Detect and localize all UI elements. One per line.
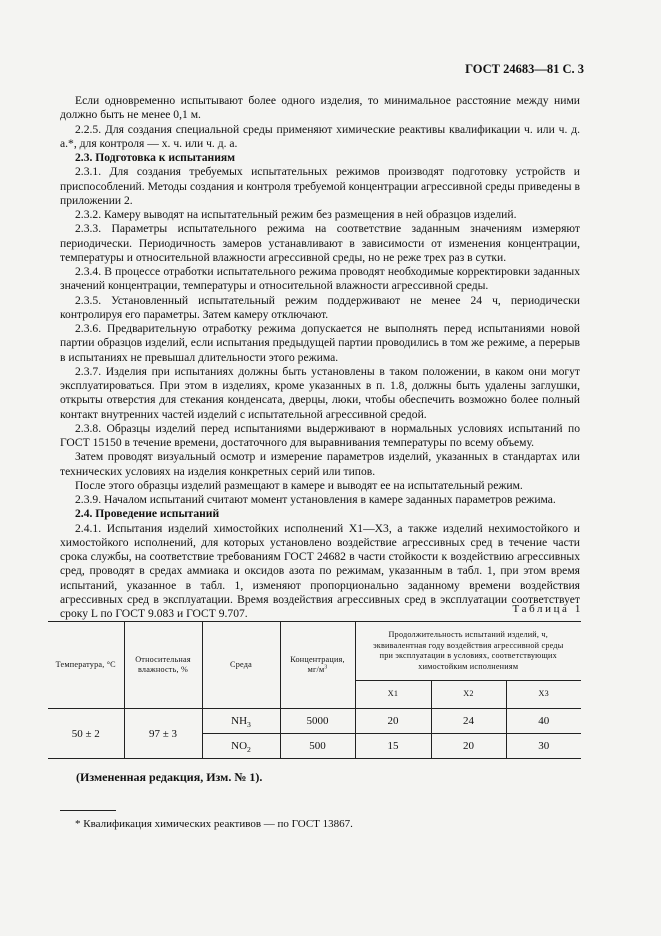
paragraph: 2.3.4. В процессе отработки испытательного режима проводят необходимые корректировки заданных значений концентрации, температуры и относительной влажности агрессивной среды.: [60, 265, 580, 293]
header-x3: Х3: [506, 681, 581, 709]
cell-temperature: 50 ± 2: [48, 709, 124, 759]
section-heading: 2.4. Проведение испытаний: [75, 507, 220, 521]
body-text: [60, 94, 580, 621]
section-heading: 2.3. Подготовка к испытаниям: [75, 151, 236, 164]
header-concentration: Концентрация, $мг/м^3$: [280, 622, 355, 709]
cell-x1: 15: [355, 734, 431, 759]
test-modes-table: [48, 621, 581, 759]
footnote: * Квалификация химических реактивов — по ГОСТ 13867.: [75, 818, 353, 830]
paragraph: Если одновременно испытывают более одного изделия, то минимальное расстояние между ними должно быть не менее 0,1 м.: [60, 94, 580, 122]
paragraph: 2.3.1. Для создания требуемых испытательных режимов производят подготовку устройств и приспособлений. Методы создания и контроля требуемой концентрации агрессивной среды приведены в приложении 2.: [60, 165, 580, 207]
paragraph: 2.2.5. Для создания специальной среды применяют химические реактивы квалификации ч. или ч. д. а.*, для контроля — х. ч. или ч. д. а.: [60, 122, 580, 150]
header-duration: Продолжительность испытаний изделий, ч, эквивалентная году воздействия агрессивной среды при эксплуатации в условиях, соответствующих химостойким исполнениям: [355, 622, 581, 681]
table-row: [48, 709, 581, 734]
footnote-divider: [60, 810, 116, 811]
paragraph: 2.3.2. Камеру выводят на испытательный режим без размещения в ней образцов изделий.: [75, 208, 517, 221]
cell-medium: $NH_3$: [202, 709, 280, 734]
cell-x1: 20: [355, 709, 431, 734]
cell-concentration: 500: [280, 734, 355, 759]
table-caption: Таблица 1: [512, 603, 583, 615]
cell-x3: 40: [506, 709, 581, 734]
paragraph: 2.4.1. Испытания изделий химостойких исполнений Х1—Х3, а также изделий нехимостойкого и химостойкого исполнений, для которых установлено воздействие агрессивных сред в течение части срока службы, на соответствие требованиям ГОСТ 24682 в части стойкости к воздействию агрессивных сред, проводят в средах аммиака и оксидов азота по режимам, указанным в табл. 1, при этом время испытаний, указанное в табл. 1, изменяют пропорционально заданному времени воздействия агрессивных сред в эксплуатации. Время воздействия агрессивных сред в эксплуатации соответствует сроку L по ГОСТ 9.083 и ГОСТ 9.707.: [60, 521, 580, 620]
cell-x3: 30: [506, 734, 581, 759]
cell-concentration: 5000: [280, 709, 355, 734]
amendment-note: (Измененная редакция, Изм. № 1).: [76, 770, 263, 784]
paragraph: 2.3.9. Началом испытаний считают момент установления в камере заданных параметров режима.: [75, 493, 556, 506]
header-temperature: Температура, °С: [48, 622, 124, 709]
header-humidity: Относительная влажность, %: [124, 622, 202, 709]
paragraph: После этого образцы изделий размещают в камере и выводят ее на испытательный режим.: [75, 478, 523, 492]
cell-medium: $NO_2$: [202, 734, 280, 759]
header-x1: Х1: [355, 681, 431, 709]
paragraph: 2.3.3. Параметры испытательного режима на соответствие заданным значениям измеряют периодически. Периодичность замеров устанавливают в зависимости от изменения концентрации, температуры и относительной влажности агрессивной среды, но не реже трех раз в сутки.: [60, 222, 580, 264]
header-x2: Х2: [431, 681, 506, 709]
page-header: ГОСТ 24683—81 С. 3: [465, 62, 584, 76]
paragraph: 2.3.5. Установленный испытательный режим поддерживают не менее 24 ч, периодически контролируя его параметры. Затем камеру отключают.: [60, 293, 580, 321]
cell-x2: 24: [431, 709, 506, 734]
paragraph: 2.3.8. Образцы изделий перед испытаниями выдерживают в нормальных условиях испытаний по ГОСТ 15150 в течение времени, достаточного для выравнивания температуры по всему объему.: [60, 421, 580, 449]
header-medium: Среда: [202, 622, 280, 709]
paragraph: Затем проводят визуальный осмотр и измерение параметров изделий, указанных в стандартах или технических условиях на изделия конкретных серий или типов.: [60, 450, 580, 478]
cell-x2: 20: [431, 734, 506, 759]
paragraph: 2.3.7. Изделия при испытаниях должны быть установлены в таком положении, в каком они могут эксплуатироваться. При этом в изделиях, кроме указанных в п. 1.8, должны быть удалены заглушки, открыты отверстия для стекания конденсата, дверцы, люки, чтобы обеспечить возможно более полный контакт внутренних частей изделий с испытательной агрессивной средой.: [60, 364, 580, 421]
cell-humidity: 97 ± 3: [124, 709, 202, 759]
paragraph: 2.3.6. Предварительную отработку режима допускается не выполнять перед испытаниями новой партии образцов изделий, если испытания предыдущей партии проводились в том же режиме, а перерыв в испытаниях не превышал длительности этого режима.: [60, 322, 580, 364]
